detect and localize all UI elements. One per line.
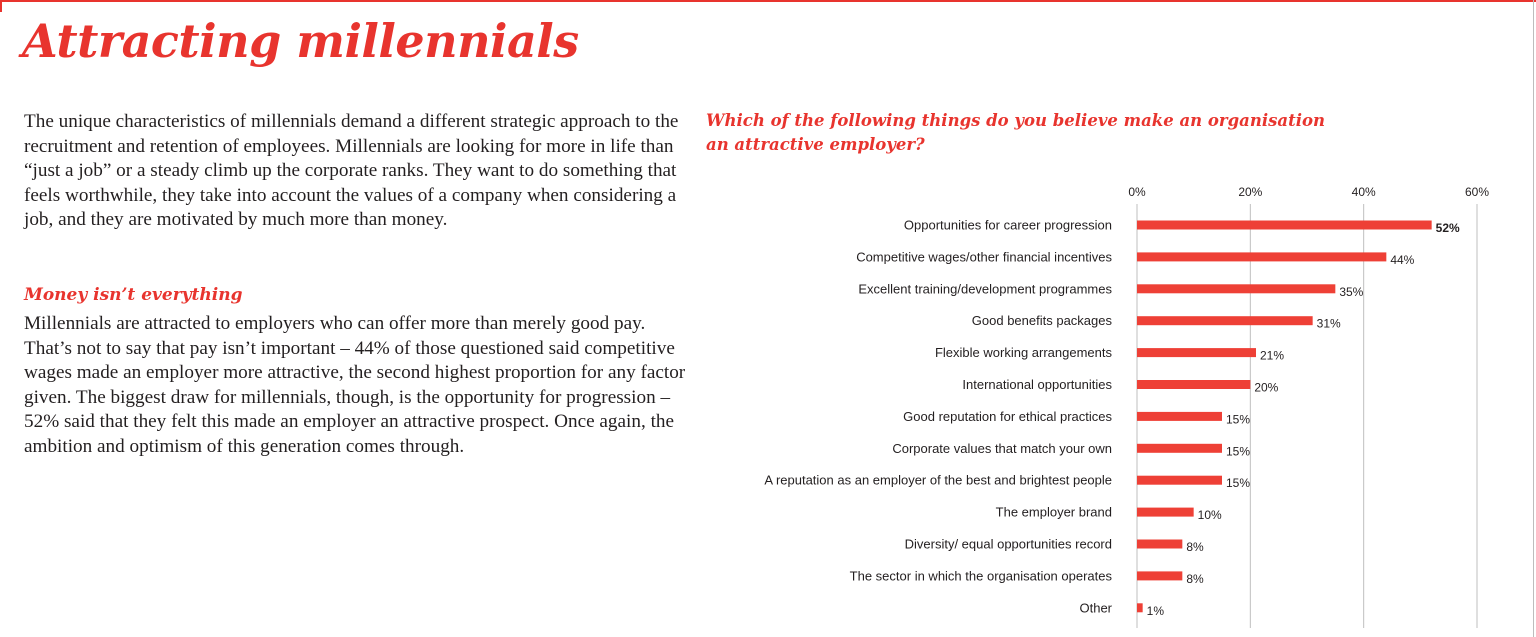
intro-paragraph: The unique characteristics of millennials demand a different strategic approach to the recruitment and retention of employees. Millennials are looking for more in life than “just a job” or a steady climb up the corporate ranks. They want to do something that feels worthwhile, they take into account the values of a company when considering a job, and they are motivated by much more than money. — [24, 111, 679, 231]
bar — [1137, 380, 1250, 389]
bar — [1137, 221, 1432, 230]
category-label: Corporate values that match your own — [892, 440, 1112, 456]
category-label: Excellent training/development programmes — [858, 281, 1112, 297]
category-label: Good reputation for ethical practices — [903, 408, 1112, 424]
bar — [1137, 476, 1222, 485]
bar — [1137, 508, 1194, 517]
category-label: Flexible working arrangements — [934, 345, 1112, 361]
category-label: The sector in which the organisation operates — [849, 568, 1112, 584]
value-label: 15% — [1226, 412, 1251, 427]
category-label: The employer brand — [995, 504, 1112, 520]
value-label: 20% — [1254, 380, 1279, 395]
value-label: 44% — [1390, 252, 1415, 267]
chart-question: Which of the following things do you believe make an organisation an attractive employer? — [706, 111, 1325, 154]
bar — [1137, 571, 1182, 580]
bar — [1137, 412, 1222, 421]
section-subheading: Money isn’t everything — [24, 285, 243, 305]
value-label: 52% — [1435, 221, 1460, 235]
value-label: 15% — [1226, 476, 1251, 491]
value-label: 8% — [1186, 571, 1204, 586]
money-paragraph: Millennials are attracted to employers who can offer more than merely good pay. That’s not to say that pay isn’t important – 44% of those questioned said competitive wages made an employer more attractive, the second highest proportion for any factor given. The biggest draw for millennials, though, is the opportunity for progression – 52% said that they felt this made an employer an attractive prospect. Once again, the ambition and optimism of this generation comes through. — [24, 313, 686, 457]
category-label: A reputation as an employer of the best and brightest people — [764, 472, 1112, 488]
x-tick-label: 20% — [1238, 185, 1263, 199]
value-label: 15% — [1226, 444, 1251, 459]
category-label: Opportunities for career progression — [903, 217, 1112, 233]
bar — [1137, 540, 1182, 549]
value-label: 35% — [1339, 284, 1364, 299]
x-tick-label: 0% — [1128, 185, 1146, 199]
value-label: 31% — [1316, 316, 1341, 331]
bar — [1137, 252, 1386, 261]
category-label: Other — [1079, 600, 1112, 616]
x-tick-label: 40% — [1351, 185, 1376, 199]
bar — [1137, 284, 1335, 293]
category-label: Good benefits packages — [971, 313, 1112, 329]
bar — [1137, 603, 1143, 612]
bar — [1137, 316, 1313, 325]
category-label: International opportunities — [962, 377, 1112, 392]
value-label: 21% — [1260, 348, 1285, 363]
bar — [1137, 444, 1222, 453]
category-label: Competitive wages/other financial incentives — [856, 249, 1112, 265]
value-label: 1% — [1146, 603, 1165, 618]
category-label: Diversity/ equal opportunities record — [904, 536, 1112, 552]
value-label: 10% — [1197, 508, 1222, 523]
page-title: Attracting millennials — [22, 14, 579, 68]
bar — [1137, 348, 1256, 357]
x-tick-label: 60% — [1464, 185, 1490, 199]
value-label: 8% — [1186, 540, 1204, 554]
